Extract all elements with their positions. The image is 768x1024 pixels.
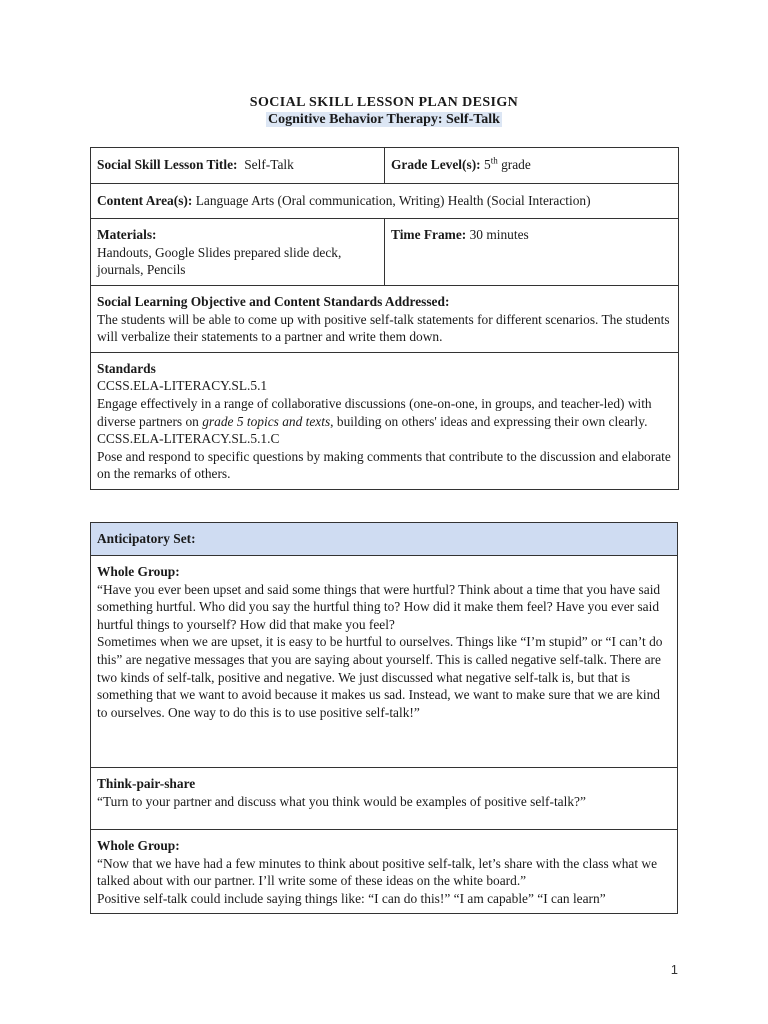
document-title: SOCIAL SKILL LESSON PLAN DESIGN — [249, 95, 519, 110]
time-frame-label: Time Frame: — [391, 227, 467, 243]
standards-label: Standards — [97, 360, 156, 376]
whole-group-cell-2 — [91, 830, 678, 914]
lesson-info-table — [90, 147, 679, 490]
time-frame-value: 30 minutes — [469, 227, 529, 243]
anticipatory-header-row — [91, 523, 678, 556]
anticipatory-set-table — [90, 522, 678, 914]
standard2-code: CCSS.ELA-LITERACY.SL.5.1.C — [97, 431, 280, 447]
think-pair-share-label: Think-pair-share — [97, 776, 196, 791]
standard1-text-italic: grade 5 topics and texts — [202, 413, 331, 429]
materials-cell — [91, 219, 385, 286]
anticipatory-label: Anticipatory Set: — [97, 531, 196, 546]
grade-suffix: th — [490, 155, 498, 166]
materials-label: Materials: — [97, 227, 157, 243]
subtitle-text: Cognitive Behavior Therapy: Self-Talk — [268, 112, 500, 127]
objective-cell — [91, 285, 679, 352]
whole-group-text-4: Positive self-talk could include saying things like: “I can do this!” “I am capable” “I can learn” — [97, 890, 606, 906]
lesson-title-cell — [91, 148, 385, 184]
content-area-value: Language Arts (Oral communication, Writing) Health (Social Interaction) — [195, 192, 591, 208]
document-subtitle — [0, 112, 768, 128]
think-pair-share-text: “Turn to your partner and discuss what you think would be examples of positive self-talk?” — [97, 793, 586, 809]
content-area-cell — [91, 183, 679, 219]
whole-group-row-1 — [91, 556, 678, 768]
whole-group-text-3: “Now that we have had a few minutes to think about positive self-talk, let’s share with the class what we talked about with our partner. I’ll write some of these ideas on the white board.” — [97, 855, 658, 889]
objective-row — [91, 285, 679, 352]
lesson-title-value: Self-Talk — [244, 157, 294, 172]
grade-number: 5 — [483, 157, 491, 172]
whole-group-row-2 — [91, 830, 678, 914]
objective-text: The students will be able to come up with positive self-talk statements for different scenarios. The students will verbalize their statements to a partner and write them down. — [97, 311, 670, 345]
standards-row — [91, 352, 679, 489]
page-number: 1 — [670, 962, 678, 977]
grade-level-cell — [385, 148, 679, 184]
grade-level-label: Grade Level(s): — [391, 157, 481, 172]
standard1-code: CCSS.ELA-LITERACY.SL.5.1 — [97, 378, 268, 394]
materials-row — [91, 219, 679, 286]
standard1-text-a: Engage effectively in a range of collaborative discussions (one-on-one, in groups, and teacher-led) with diverse partners on — [97, 395, 652, 429]
anticipatory-header-cell — [91, 523, 678, 556]
standard1-text-b: , building on others' ideas and expressing their own clearly. — [330, 413, 648, 429]
lesson-title-row — [91, 148, 679, 184]
whole-group-label-2: Whole Group: — [97, 838, 180, 853]
materials-value: Handouts, Google Slides prepared slide deck, journals, Pencils — [97, 244, 342, 278]
objective-label: Social Learning Objective and Content Standards Addressed: — [97, 293, 450, 309]
standards-cell — [91, 352, 679, 489]
whole-group-label-1: Whole Group: — [97, 564, 180, 579]
lesson-title-label: Social Skill Lesson Title: — [97, 157, 238, 172]
think-pair-share-cell — [91, 768, 678, 830]
whole-group-text-1: “Have you ever been upset and said some things that were hurtful? Think about a time that you have said something hurtful. Who did you say the hurtful thing to? How did it make them feel? Have you ever said hurtful things to yourself? How did that make you feel? — [97, 581, 661, 632]
think-pair-share-row — [91, 768, 678, 830]
time-frame-cell — [385, 219, 679, 286]
whole-group-text-2: Sometimes when we are upset, it is easy to be hurtful to ourselves. Things like “I’m stupid” or “I can’t do this” are negative messages that you are saying about yourself. This is called negative self-talk. There are two kinds of self-talk, positive and negative. We just discussed what negative self-talk is, but that is something that we want to avoid because it makes us sad. Instead, we want to make sure that we are kind to ourselves. One way to do this is to use positive self-talk!” — [97, 634, 663, 720]
content-area-row — [91, 183, 679, 219]
whole-group-cell-1 — [91, 556, 678, 768]
content-area-label: Content Area(s): — [97, 192, 193, 208]
standard2-text: Pose and respond to specific questions by making comments that contribute to the discussion and elaborate on the remarks of others. — [97, 448, 671, 482]
grade-word: grade — [501, 157, 531, 172]
